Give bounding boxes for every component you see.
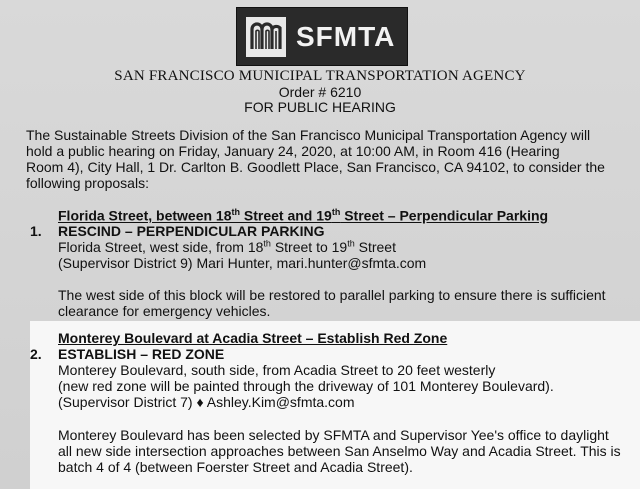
item1-heading: Florida Street, between 18th Street and 19th Street – Perpendicular Parking [58, 207, 549, 224]
item2-heading: Monterey Boulevard at Acadia Street – Establish Red Zone [58, 330, 448, 346]
item2-note-line: Monterey Boulevard has been selected by SFMTA and Supervisor Yee's office to daylight [58, 427, 609, 443]
intro-line: following proposals: [26, 175, 149, 191]
hearing-label: FOR PUBLIC HEARING [244, 99, 396, 115]
item2-details [58, 362, 554, 410]
item1-details [58, 239, 426, 271]
order-number: Order # 6210 [278, 84, 362, 100]
intro-line: Room 4), City Hall, 1 Dr. Carlton B. Goodlett Place, San Francisco, CA 94102, to consider the [26, 159, 605, 175]
item1-number: 1. [30, 223, 42, 239]
sfmta-worm-icon [246, 17, 286, 57]
logo-wordmark: SFMTA [296, 20, 396, 52]
item2-note-line: all new side intersection approaches between San Anselmo Way and Acadia Street. This is [58, 443, 621, 459]
item2-number: 2. [30, 346, 42, 362]
item2-line: (new red zone will be painted through the driveway of 101 Monterey Boulevard). [58, 378, 554, 394]
item2-line: Monterey Boulevard, south side, from Acadia Street to 20 feet westerly [58, 362, 496, 378]
item1-title: RESCIND – PERPENDICULAR PARKING [58, 223, 325, 239]
item1-note [58, 287, 606, 319]
item1-location: Florida Street, west side, from 18th Street to 19th Street [58, 238, 396, 255]
intro-paragraph [26, 127, 632, 191]
sfmta-logo [236, 7, 408, 66]
item1-contact: (Supervisor District 9) Mari Hunter, mari.hunter@sfmta.com [58, 255, 427, 271]
item1-note-line: The west side of this block will be restored to parallel parking to ensure there is sufficient [58, 287, 606, 303]
item2-note [58, 427, 621, 475]
intro-line: The Sustainable Streets Division of the San Francisco Municipal Transportation Agency will [26, 127, 591, 143]
item1-note-line: clearance for emergency vehicles. [58, 303, 271, 319]
item2-title: ESTABLISH – RED ZONE [58, 346, 225, 362]
intro-line: hold a public hearing on Friday, January 24, 2020, at 10:00 AM, in Room 416 (Hearing [26, 143, 560, 159]
item2-note-line: batch 4 of 4 (between Foerster Street and Acadia Street). [58, 459, 413, 475]
item2-contact: (Supervisor District 7) ♦ Ashley.Kim@sfmta.com [58, 394, 355, 410]
agency-name: SAN FRANCISCO MUNICIPAL TRANSPORTATION AGENCY [114, 68, 526, 84]
